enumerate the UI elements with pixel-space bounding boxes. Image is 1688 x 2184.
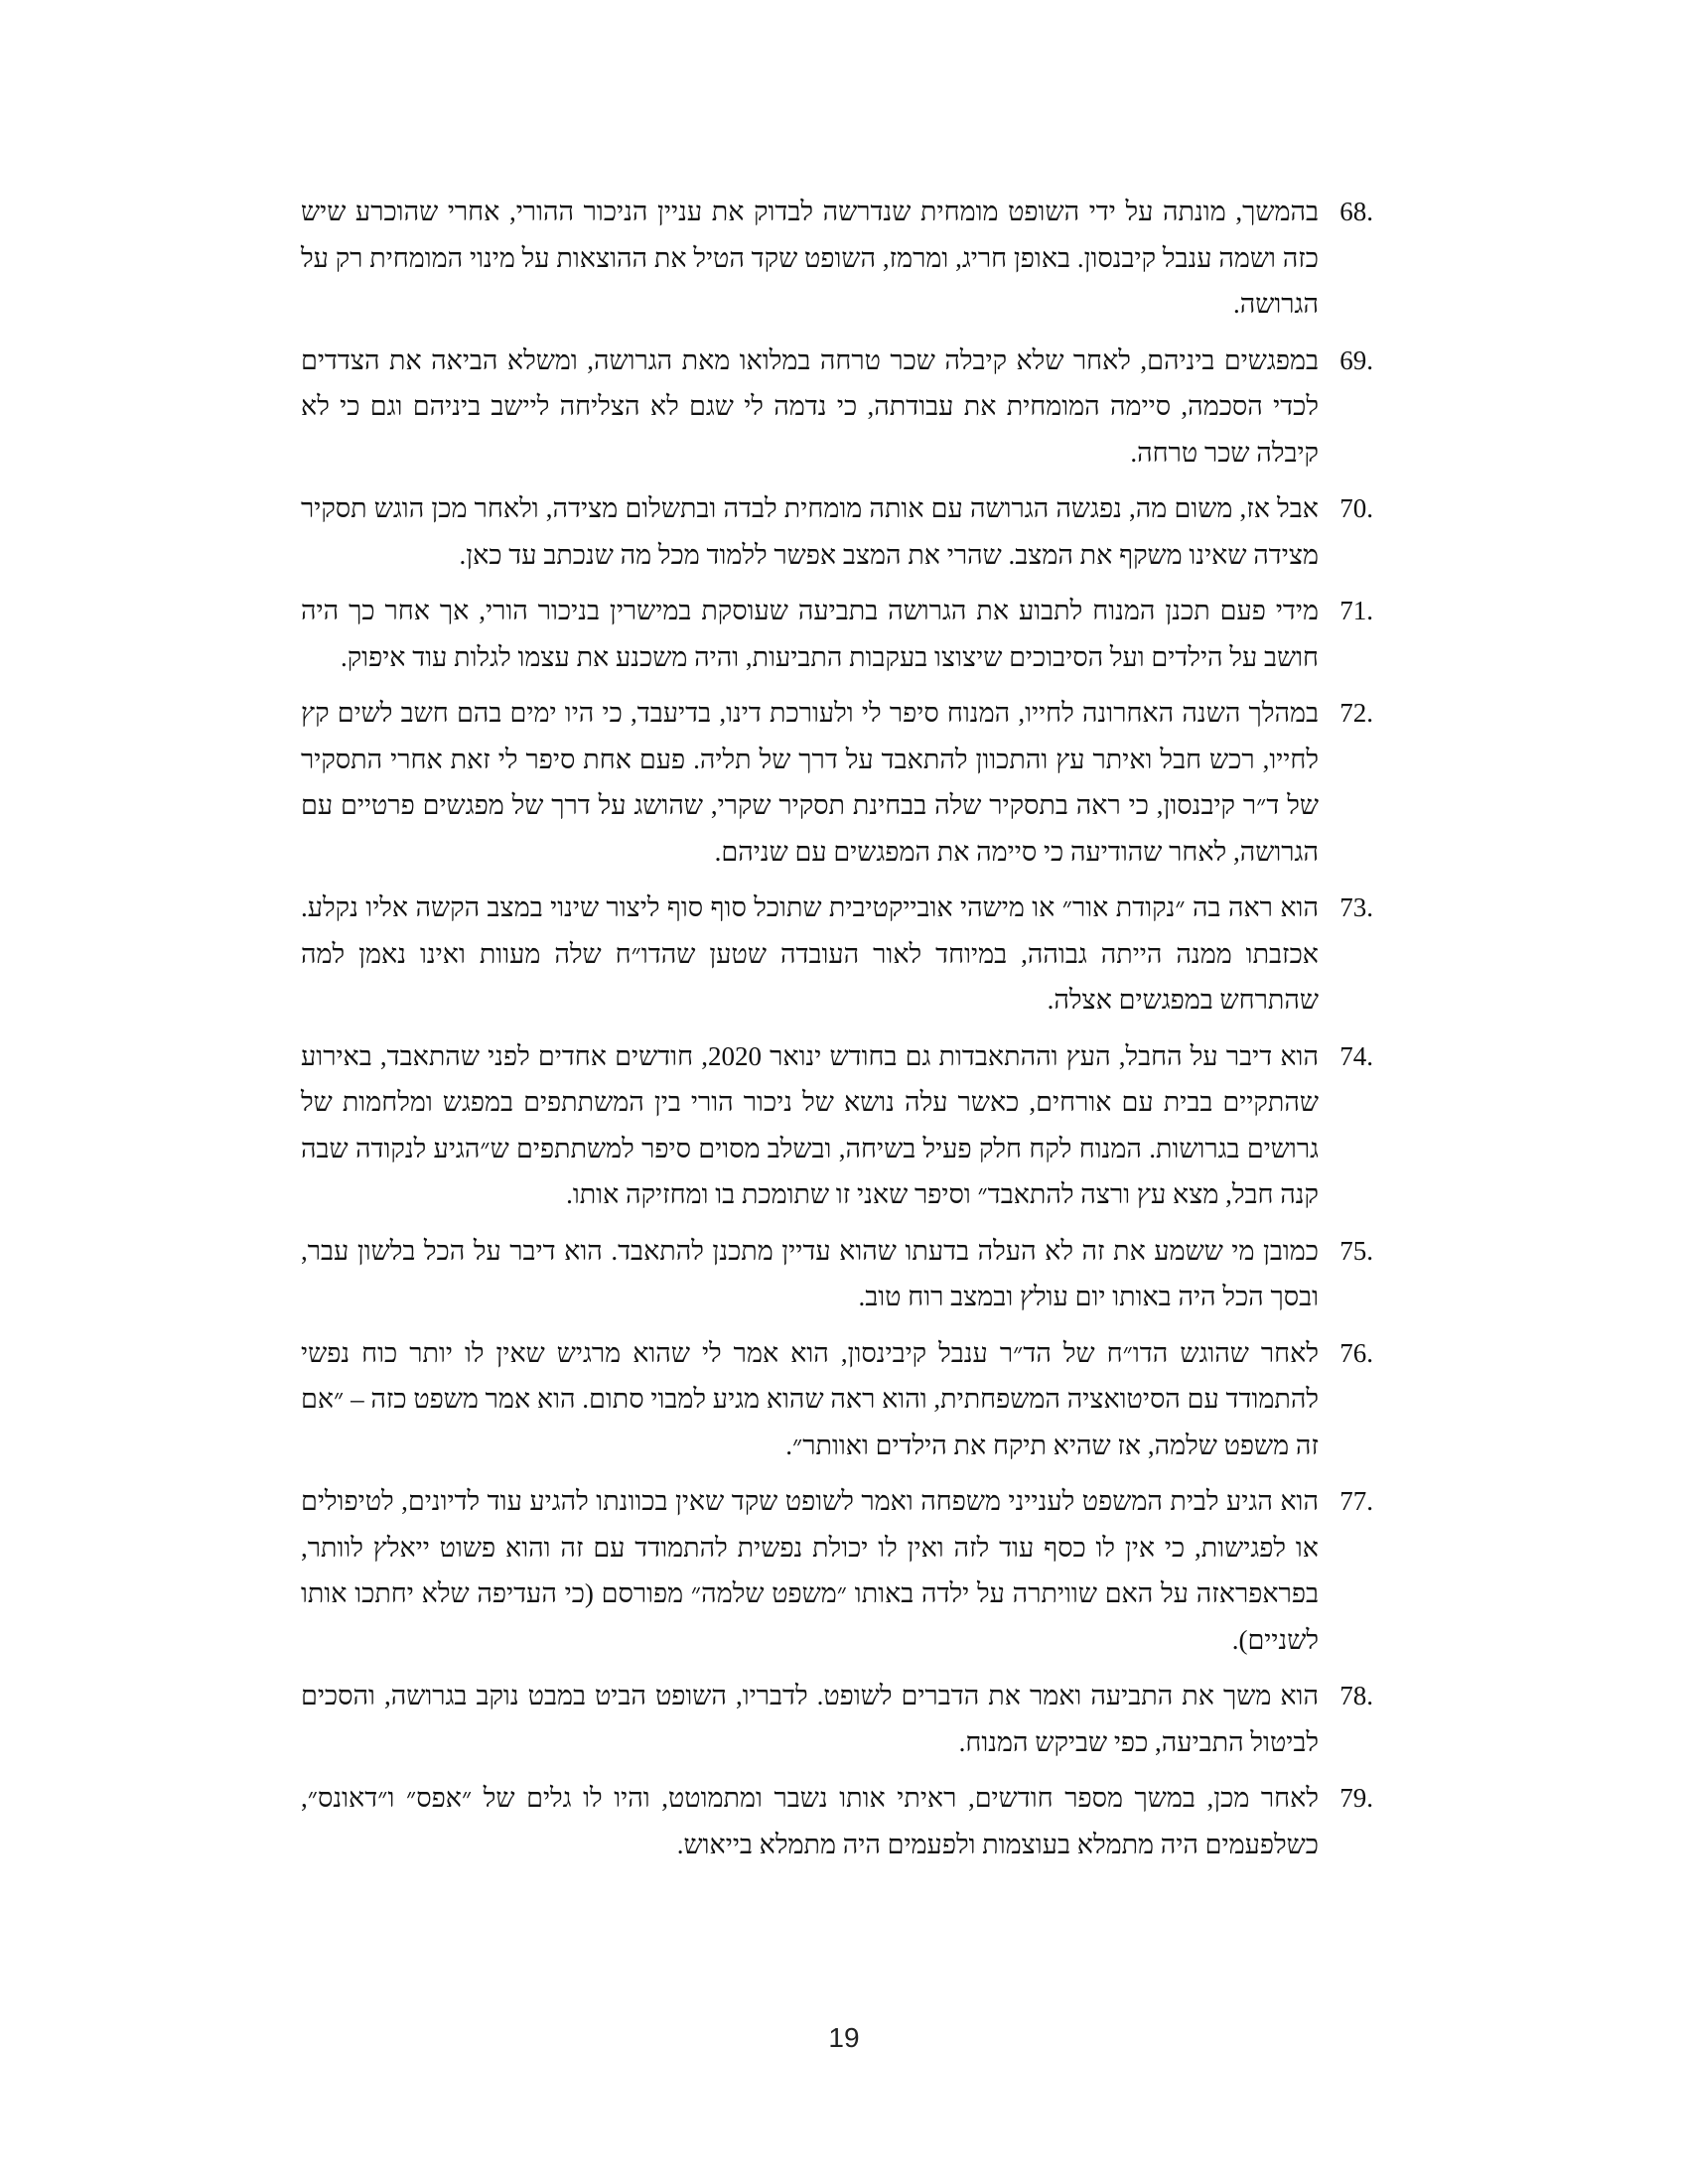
numbered-paragraph (301, 1478, 1373, 1663)
numbered-paragraph (301, 338, 1373, 477)
numbered-paragraph (301, 588, 1373, 680)
numbered-paragraph (301, 485, 1373, 578)
numbered-paragraph (301, 1330, 1373, 1469)
numbered-paragraph (301, 1673, 1373, 1765)
paragraph-text: הוא משך את התביעה ואמר את הדברים לשופט. לדבריו, השופט הביט במבט נוקב בגרושה, והסכים לביטול התביעה, כפי שביקש המנוח. (301, 1681, 1319, 1757)
paragraph-text: לאחר מכן, במשך מספר חודשים, ראיתי אותו נשבר ומתמוטט, והיו לו גלים של ״אפס״ ו״דאונס״, כשלפעמים היה מתמלא בעוצמות ולפעמים היה מתמלא בייאוש. (301, 1783, 1319, 1859)
paragraph-number: 74. (1339, 1040, 1373, 1071)
paragraph-text: מידי פעם תכנן המנוח לתבוע את הגרושה בתביעה שעוסקת במישרין בניכור הורי, אך אחר כך היה חושב על הילדים ועל הסיבוכים שיצוצו בעקבות התביעות, והיה משכנע את עצמו לגלות עוד איפוק. (301, 596, 1319, 672)
paragraph-number: 79. (1339, 1783, 1373, 1813)
paragraph-text: הוא דיבר על החבל, העץ וההתאבדות גם בחודש ינואר 2020, חודשים אחדים לפני שהתאבד, באירוע שהתקיים בבית עם אורחים, כאשר עלה נושא של ניכור הורי בין המשתתפים במפגש ומלחמות של גרושים בגרושות. המנוח לקח חלק פעיל בשיחה, ובשלב מסוים סיפר למשתתפים ש״הגיע לנקודה שבה קנה חבל, מצא עץ ורצה להתאבד״ וסיפר שאני זו שתומכת בו ומחזיקה אותו. (301, 1040, 1319, 1209)
numbered-paragraph (301, 1033, 1373, 1218)
paragraph-text: במהלך השנה האחרונה לחייו, המנוח סיפר לי ולעורכת דינו, בדיעבד, כי היו ימים בהם חשב לשים קץ לחייו, רכש חבל ואיתר עץ והתכוון להתאבד על דרך של תליה. פעם אחת סיפר לי זאת אחרי התסקיר של ד״ר קיבנסון, כי ראה בתסקיר שלה בבחינת תסקיר שקרי, שהושג על דרך של מפגשים פרטיים עם הגרושה, לאחר שהודיעה כי סיימה את המפגשים עם שניהם. (301, 698, 1319, 867)
paragraph-number: 73. (1339, 892, 1373, 922)
numbered-paragraph (301, 1228, 1373, 1320)
paragraph-text: במפגשים ביניהם, לאחר שלא קיבלה שכר טרחה במלואו מאת הגרושה, ומשלא הביאה את הצדדים לכדי הסכמה, סיימה המומחית את עבודתה, כי נדמה לי שגם לא הצליחה ליישב ביניהם וגם כי לא קיבלה שכר טרחה. (301, 344, 1319, 468)
paragraph-number: 77. (1339, 1486, 1373, 1516)
numbered-paragraph (301, 690, 1373, 875)
paragraph-text: הוא הגיע לבית המשפט לענייני משפחה ואמר לשופט שקד שאין בכוונתו להגיע עוד לדיונים, לטיפולים או לפגישות, כי אין לו כסף עוד לזה ואין לו יכולת נפשית להתמודד עם זה והוא פשוט ייאלץ לוותר, בפראפראזה על האם שוויתרה על ילדה באותו ״משפט שלמה״ מפורסם (כי העדיפה שלא יחתכו אותו לשניים). (301, 1486, 1319, 1655)
paragraph-text: לאחר שהוגש הדו״ח של הד״ר ענבל קיבינסון, הוא אמר לי שהוא מרגיש שאין לו יותר כוח נפשי להתמודד עם הסיטואציה המשפחתית, והוא ראה שהוא מגיע למבוי סתום. הוא אמר משפט כזה – ״אם זה משפט שלמה, אז שהיא תיקח את הילדים ואוותר״. (301, 1337, 1319, 1460)
paragraph-text: אבל אז, משום מה, נפגשה הגרושה עם אותה מומחית לבדה ובתשלום מצידה, ולאחר מכן הוגש תסקיר מצידה שאינו משקף את המצב. שהרי את המצב אפשר ללמוד מכל מה שנכתב עד כאן. (301, 493, 1319, 570)
paragraph-number: 69. (1339, 344, 1373, 375)
paragraph-text: כמובן מי ששמע את זה לא העלה בדעתו שהוא עדיין מתכנן להתאבד. הוא דיבר על הכל בלשון עבר, ובסך הכל היה באותו יום עולץ ובמצב רוח טוב. (301, 1235, 1319, 1311)
paragraph-number: 72. (1339, 698, 1373, 728)
document-body (301, 189, 1373, 1877)
paragraph-number: 71. (1339, 596, 1373, 625)
numbered-paragraph (301, 1775, 1373, 1867)
page-number: 19 (828, 2022, 860, 2053)
numbered-paragraph (301, 189, 1373, 328)
paragraph-number: 68. (1339, 197, 1373, 226)
paragraph-number: 76. (1339, 1337, 1373, 1368)
paragraph-number: 70. (1339, 493, 1373, 523)
paragraph-number: 78. (1339, 1681, 1373, 1710)
paragraph-text: הוא ראה בה ״נקודת אור״ או מישהי אובייקטיבית שתוכל סוף סוף ליצור שינוי במצב הקשה אליו נקלע. אכזבתו ממנה הייתה גבוהה, במיוחד לאור העובדה שטען שהדו״ח שלה מעוות ואינו נאמן למה שהתרחש במפגשים אצלה. (301, 892, 1319, 1015)
paragraph-number: 75. (1339, 1235, 1373, 1266)
numbered-paragraph (301, 885, 1373, 1024)
paragraph-text: בהמשך, מונתה על ידי השופט מומחית שנדרשה לבדוק את עניין הניכור ההורי, אחרי שהוכרע שיש כזה ושמה ענבל קיבנסון. באופן חריג, ומרמז, השופט שקד הטיל את ההוצאות על מינוי המומחית רק על הגרושה. (301, 197, 1319, 319)
